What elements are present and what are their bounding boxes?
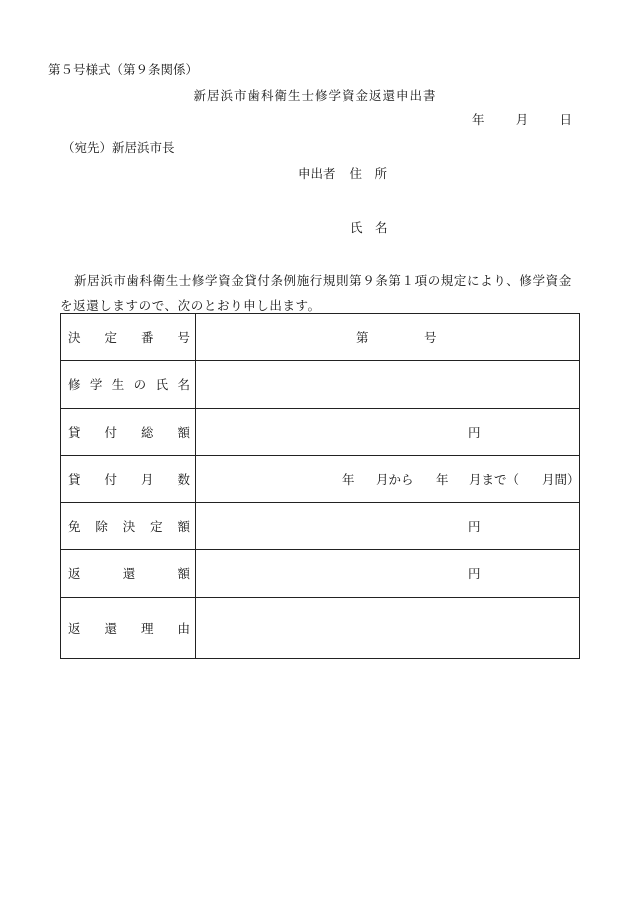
label-exemption-amount [61, 503, 196, 550]
label-student-name [61, 361, 196, 408]
label-char: 学 [89, 377, 103, 393]
exemption-amount-unit: 円 [468, 519, 481, 535]
value-return-reason[interactable] [196, 597, 580, 658]
loan-to-year: 年 [436, 471, 449, 487]
label-char: の [133, 377, 147, 393]
label-char: 月 [140, 471, 154, 487]
label-char: 総 [140, 424, 154, 440]
value-return-amount[interactable] [196, 550, 580, 597]
applicant-role: 申出者 [298, 166, 336, 181]
label-char: 生 [111, 377, 125, 393]
return-amount-unit: 円 [468, 566, 481, 582]
label-char: 理 [140, 620, 154, 636]
document-title: 新居浜市歯科衛生士修学資金返還申出書 [193, 88, 437, 103]
label-char: 決 [68, 330, 81, 346]
label-char: 決 [122, 519, 136, 535]
label-char: 番 [140, 330, 154, 346]
label-char: 定 [104, 330, 117, 346]
table-row [61, 550, 580, 597]
address-label: 住 所 [349, 166, 388, 181]
body-paragraph: 新居浜市歯科衛生士修学資金貸付条例施行規則第９条第１項の規定により、修学資金を返還しますので、次のとおり申し出ます。 [60, 273, 572, 313]
label-char: 貸 [68, 424, 81, 440]
label-char: 還 [122, 566, 136, 582]
value-loan-months[interactable] [196, 455, 580, 502]
label-char: 額 [177, 566, 190, 582]
date-day: 日 [559, 112, 572, 127]
value-decision-number[interactable] [196, 314, 580, 361]
loan-from-year: 年 [342, 471, 355, 487]
label-char: 数 [177, 471, 190, 487]
name-label: 氏 名 [350, 220, 388, 235]
label-char: 貸 [68, 471, 81, 487]
table-row [61, 503, 580, 550]
loan-to-month: 月まで（ [469, 471, 520, 487]
label-char: 修 [68, 377, 81, 393]
date-month: 月 [515, 112, 529, 127]
label-char: 返 [68, 566, 81, 582]
table-row [61, 408, 580, 455]
label-loan-months [61, 455, 196, 502]
applicant-name-line [350, 218, 388, 236]
applicant-address-line [298, 164, 387, 182]
label-char: 免 [68, 519, 81, 535]
addressee: （宛先）新居浜市長 [62, 140, 175, 155]
label-char: 額 [177, 424, 190, 440]
label-decision-number [61, 314, 196, 361]
label-char: 額 [177, 519, 190, 535]
value-loan-total[interactable] [196, 408, 580, 455]
label-loan-total [61, 408, 196, 455]
label-char: 付 [104, 471, 117, 487]
table-row [61, 597, 580, 658]
label-char: 定 [150, 519, 163, 535]
loan-from-month: 月から [376, 471, 414, 487]
label-return-reason [61, 597, 196, 658]
value-exemption-amount[interactable] [196, 503, 580, 550]
date-year: 年 [472, 112, 485, 127]
table-row [61, 314, 580, 361]
label-return-amount [61, 550, 196, 597]
decision-number-suffix: 号 [424, 330, 437, 346]
loan-total-unit: 円 [468, 424, 481, 440]
value-student-name[interactable] [196, 361, 580, 408]
decision-number-prefix: 第 [356, 330, 369, 346]
application-table [60, 313, 580, 659]
loan-months-total: 月間） [542, 471, 580, 487]
form-number: 第５号様式（第９条関係） [48, 62, 199, 77]
label-char: 除 [95, 519, 108, 535]
label-char: 返 [68, 620, 81, 636]
label-char: 氏 [155, 377, 169, 393]
label-char: 付 [104, 424, 117, 440]
table-row [61, 455, 580, 502]
date-line [472, 110, 572, 128]
label-char: 名 [177, 377, 190, 393]
label-char: 号 [177, 330, 190, 346]
label-char: 還 [104, 620, 117, 636]
label-char: 由 [177, 620, 190, 636]
table-row [61, 361, 580, 408]
